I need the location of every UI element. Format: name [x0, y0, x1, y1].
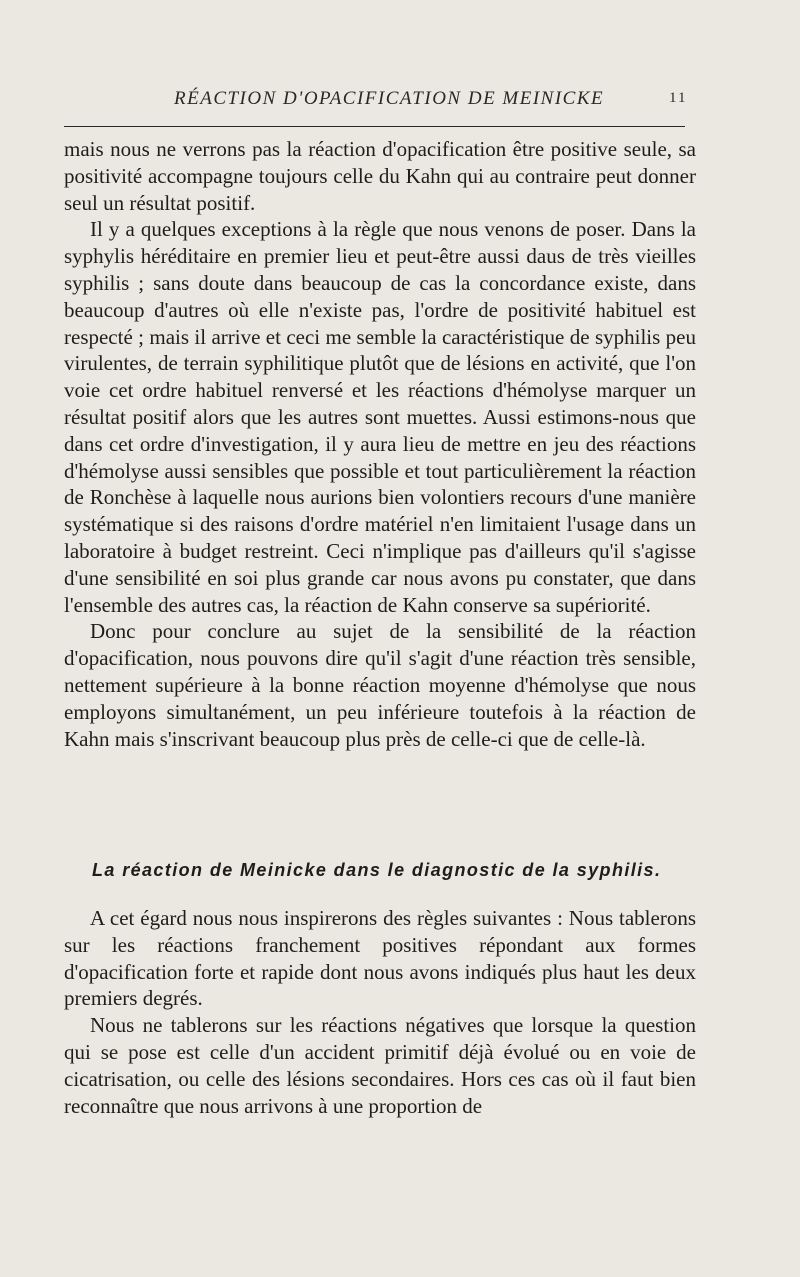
paragraph-rules: A cet égard nous nous inspirerons des règles suivantes : Nous tablerons sur les réactions franchement positives répondant aux formes d'opacification forte et rapide dont nous avons indiqués plus haut les deux premiers degrés.	[64, 906, 696, 1011]
section-heading: La réaction de Meinicke dans le diagnostic de la syphilis.	[92, 860, 662, 880]
page-number: 11	[669, 90, 688, 106]
running-head	[0, 88, 800, 114]
header-rule	[64, 126, 685, 127]
paragraph-conclusion: Donc pour conclure au sujet de la sensibilité de la réaction d'opacification, nous pouvons dire qu'il s'agit d'une réaction très sensible, nettement supérieure à la bonne réaction moyenne d'hémolyse que nous employons simultanément, un peu inférieure toutefois à la réaction de Kahn mais s'inscrivant beaucoup plus près de celle-ci que de celle-là.	[64, 619, 696, 751]
body-text-bottom	[64, 905, 696, 1119]
paragraph-continuation: mais nous ne verrons pas la réaction d'opacification être positive seule, sa positivité accompagne toujours celle du Kahn qui au contraire peut donner seul un résultat positif.	[64, 137, 696, 215]
paragraph-negative: Nous ne tablerons sur les réactions négatives que lorsque la question qui se pose est celle d'un accident primitif déjà évolué ou en voie de cicatrisation, ou celle des lésions secondaires. Hors ces cas où il faut bien reconnaître que nous arrivons à une proportion de	[64, 1013, 696, 1118]
paragraph-exceptions: Il y a quelques exceptions à la règle que nous venons de poser. Dans la syphylis héréditaire en premier lieu et peut-être aussi daus de très vieilles syphilis ; sans doute dans beaucoup de cas la concordance existe, dans beaucoup d'autres où elle n'existe pas, l'ordre de positivité habituel est respecté ; mais il arrive et ceci me semble la caractéristique de syphilis peu virulentes, de terrain syphilitique plutôt que de lésions en activité, que l'on voie cet ordre habituel renversé et les réactions d'hémolyse marquer un résultat positif alors que les autres sont muettes. Aussi estimons-nous que dans cet ordre d'investigation, il y aura lieu de mettre en jeu des réactions d'hémolyse aussi sensibles que possible et tout particulièrement la réaction de Ronchèse à laquelle nous aurions bien volontiers recours d'une manière systématique si des raisons d'ordre matériel n'en limitaient l'usage dans un laboratoire à budget restreint. Ceci n'implique pas d'ailleurs qu'il s'agisse d'une sensibilité en soi plus grande car nous avons pu constater, que dans l'ensemble des autres cas, la réaction de Kahn conserve sa supériorité.	[64, 217, 696, 617]
body-text-top	[64, 136, 696, 752]
running-title: RÉACTION D'OPACIFICATION DE MEINICKE	[174, 88, 605, 109]
